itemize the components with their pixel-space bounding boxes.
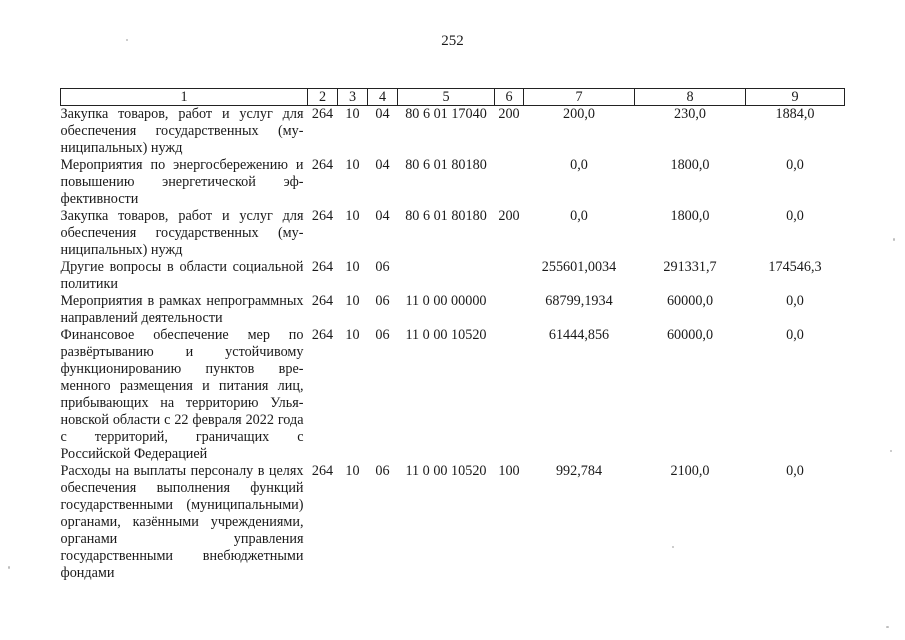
target-article-code [398, 259, 495, 293]
expense-name: Мероприятия по энергосбережению и повышению энергетической эффективности [60, 157, 304, 207]
scan-speck [890, 450, 892, 452]
section-code: 10 [345, 157, 360, 173]
column-header-3: 3 [338, 89, 368, 106]
subsection-code: 04 [375, 157, 390, 173]
expense-name: Расходы на выплаты персоналу в целях обеспечения выполнения функций государственными (муниципальными) органами, казёнными учреждениями, органами управления государственными внебюджетными фондами [60, 463, 304, 581]
amount-col-9: 0,0 [786, 327, 804, 343]
amount-col-9: 174546,3 [768, 259, 822, 275]
section-code: 10 [345, 208, 360, 224]
subsection-code: 04 [375, 208, 390, 224]
expense-name: Закупка товаров, работ и услуг для обеспечения государственных (муниципальных) нужд [60, 106, 304, 156]
column-header-8: 8 [635, 89, 746, 106]
section-code: 10 [345, 463, 360, 479]
amount-col-8: 2100,0 [670, 463, 710, 479]
subsection-code: 06 [375, 259, 390, 275]
expense-type-code: 200 [498, 208, 520, 224]
expense-type-code [495, 157, 524, 208]
scan-speck [893, 238, 895, 241]
amount-col-7: 992,784 [555, 463, 603, 479]
amount-col-9: 0,0 [786, 293, 804, 309]
amount-col-9: 1884,0 [775, 106, 815, 122]
expense-name: Мероприятия в рамках непрограммных направлений деятельности [60, 293, 304, 326]
subsection-code: 06 [375, 293, 390, 309]
amount-col-9: 0,0 [786, 208, 804, 224]
ministry-code: 264 [311, 208, 334, 224]
ministry-code: 264 [311, 293, 334, 309]
target-article-code: 80 6 01 80180 [405, 208, 487, 224]
column-header-9: 9 [746, 89, 845, 106]
target-article-code: 11 0 00 10520 [405, 327, 487, 343]
scan-speck [672, 546, 674, 548]
amount-col-8: 60000,0 [666, 293, 714, 309]
section-code: 10 [345, 106, 360, 122]
expense-type-code [495, 293, 524, 327]
scan-speck [126, 39, 128, 41]
column-number-header-row [61, 89, 845, 106]
amount-col-7: 61444,856 [548, 327, 610, 343]
expense-name: Закупка товаров, работ и услуг для обеспечения государственных (муниципальных) нужд [60, 208, 304, 258]
amount-col-7: 0,0 [570, 208, 588, 224]
expense-type-code: 100 [498, 463, 520, 479]
subsection-code: 04 [375, 106, 390, 122]
scan-speck [8, 566, 10, 569]
target-article-code: 80 6 01 80180 [405, 157, 487, 173]
scan-speck [886, 626, 889, 628]
expense-name: Другие вопросы в области социальной политики [60, 259, 304, 292]
amount-col-8: 1800,0 [670, 208, 710, 224]
table-row [61, 208, 845, 259]
page-number: 252 [441, 33, 464, 49]
target-article-code: 80 6 01 17040 [405, 106, 487, 122]
amount-col-7: 255601,0034 [541, 259, 617, 275]
table-row [61, 327, 845, 463]
amount-col-8: 291331,7 [663, 259, 717, 275]
amount-col-8: 230,0 [674, 106, 706, 122]
ministry-code: 264 [311, 157, 334, 173]
ministry-code: 264 [311, 259, 334, 275]
subsection-code: 06 [375, 463, 390, 479]
expense-type-code: 200 [498, 106, 520, 122]
column-header-7: 7 [524, 89, 635, 106]
subsection-code: 06 [375, 327, 390, 343]
expense-name: Финансовое обеспечение мер по развёртыванию и устойчивому функционированию пунктов временного размещения и питания лиц, прибывающих на территорию Ульяновской области с 22 февраля 2022 года с территорий, граничащих с Российской Федерацией [60, 327, 304, 462]
ministry-code: 264 [311, 463, 334, 479]
section-code: 10 [345, 259, 360, 275]
amount-col-9: 0,0 [786, 157, 804, 173]
amount-col-9: 0,0 [786, 463, 804, 479]
budget-table [60, 88, 845, 582]
expense-type-code [495, 327, 524, 463]
table-row [61, 259, 845, 293]
table-row [61, 106, 845, 158]
amount-col-8: 60000,0 [666, 327, 714, 343]
column-header-4: 4 [368, 89, 398, 106]
column-header-6: 6 [495, 89, 524, 106]
column-header-1: 1 [61, 89, 308, 106]
ministry-code: 264 [311, 327, 334, 343]
amount-col-7: 68799,1934 [545, 293, 613, 309]
ministry-code: 264 [311, 106, 334, 122]
amount-col-7: 0,0 [570, 157, 588, 173]
column-header-2: 2 [308, 89, 338, 106]
target-article-code: 11 0 00 10520 [405, 463, 487, 479]
section-code: 10 [345, 293, 360, 309]
section-code: 10 [345, 327, 360, 343]
table-row [61, 293, 845, 327]
target-article-code: 11 0 00 00000 [405, 293, 487, 309]
amount-col-8: 1800,0 [670, 157, 710, 173]
amount-col-7: 200,0 [563, 106, 595, 122]
expense-type-code [495, 259, 524, 293]
column-header-5: 5 [398, 89, 495, 106]
table-row [61, 157, 845, 208]
table-row [61, 463, 845, 582]
